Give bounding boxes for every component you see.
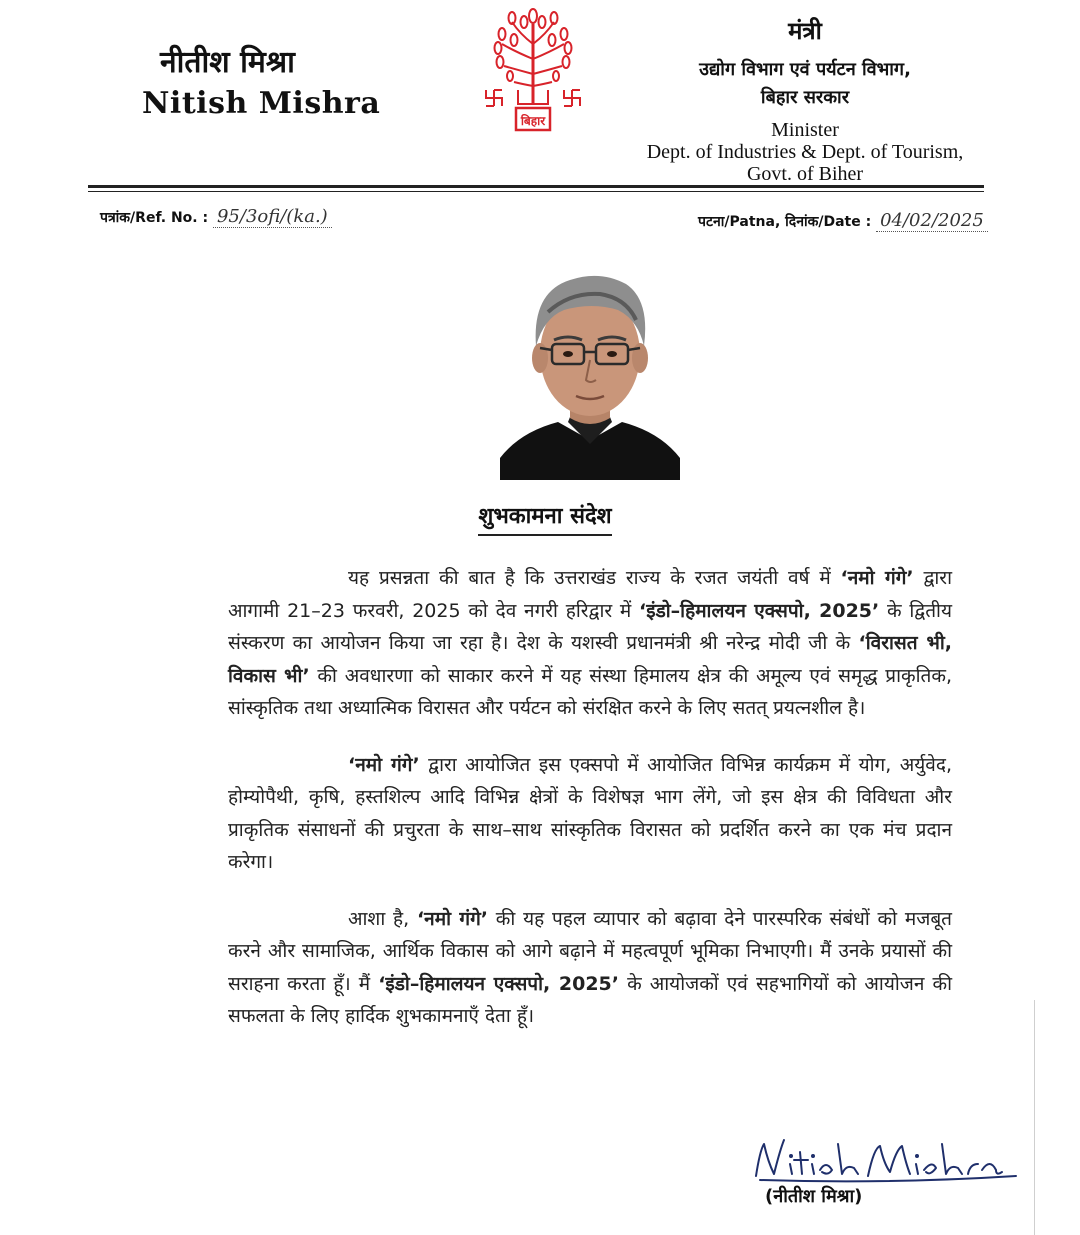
date-line xyxy=(698,210,988,231)
date-value: 04/02/2025 xyxy=(876,210,988,232)
department-hindi: उद्योग विभाग एवं पर्यटन विभाग, xyxy=(699,59,911,80)
signatory-name: (नीतीश मिश्रा) xyxy=(765,1186,863,1207)
government-english: Govt. of Biher xyxy=(746,163,864,185)
letter-body xyxy=(228,562,952,1057)
minister-name-hindi: नीतीश मिश्रा xyxy=(160,45,295,80)
header-divider xyxy=(88,185,984,188)
paragraph-1: यह प्रसन्नता की बात है कि उत्तराखंड राज्य के रजत जयंती वर्ष में ‘नमो गंगे’ द्वारा आगामी 21–23 फरवरी, 2025 को देव नगरी हरिद्वार में ‘इंडो–हिमालयन एक्सपो, 2025’ के द्वितीय संस्करण का आयोजन किया जा रहा है। देश के यशस्वी प्रधानमंत्री श्री नरेन्द्र मोदी जी के ‘विरासत भी, विकास भी’ की अवधारणा को साकार करने में यह संस्था हिमालय क्षेत्र की अमूल्य एवं समृद्ध प्राकृतिक, सांस्कृतिक तथा अध्यात्मिक विरासत और पर्यटन को संरक्षित करने के लिए सतत् प्रयत्नशील है। xyxy=(228,567,953,719)
emblem-label: बिहार xyxy=(520,114,546,128)
designation-hindi: मंत्री xyxy=(788,17,822,45)
page-edge xyxy=(1034,1000,1035,1235)
handwritten-signature xyxy=(750,1130,1022,1188)
government-hindi: बिहार सरकार xyxy=(760,87,850,108)
letter-title: शुभकामना संदेश xyxy=(478,500,611,536)
designation-block xyxy=(620,14,990,185)
paragraph-2: ‘नमो गंगे’ द्वारा आयोजित इस एक्सपो में आयोजित विभिन्न कार्यक्रम में योग, अर्युवेद, होम्योपैथी, कृषि, हस्तशिल्प आदि विभिन्न क्षेत्रों के विशेषज्ञ भाग लेंगे, जो इस क्षेत्र की विविधता और प्राकृतिक संसाधनों की प्रचुरता के साथ–साथ सांस्कृतिक विरासत को प्रदर्शित करने का एक मंच प्रदान करेगा। xyxy=(228,753,952,873)
paragraph-3: आशा है, ‘नमो गंगे’ की यह पहल व्यापार को बढ़ावा देने पारस्परिक संबंधों को मजबूत करने और सामाजिक, आर्थिक विकास को आगे बढ़ाने में महत्वपूर्ण भूमिका निभाएगी। मैं उनके प्रयासों की सराहना करता हूँ। मैं ‘इंडो–हिमालयन एक्सपो, 2025’ के आयोजकों एवं सहभागियों को आयोजन की सफलता के लिए हार्दिक शुभकामनाएँ देता हूँ। xyxy=(228,907,952,1027)
letter-title-wrap xyxy=(0,500,1080,536)
reference-label: पत्रांक/Ref. No. : xyxy=(100,210,209,226)
header-divider-thin xyxy=(88,191,984,192)
bihar-emblem-icon xyxy=(478,4,588,136)
department-english: Dept. of Industries & Dept. of Tourism, xyxy=(646,141,964,163)
minister-name-english: Nitish Mishra xyxy=(142,86,381,121)
minister-portrait xyxy=(500,262,680,480)
designation-english: Minister xyxy=(771,119,839,141)
date-label: पटना/Patna, दिनांक/Date : xyxy=(698,214,872,230)
reference-line xyxy=(100,206,332,227)
reference-number: 95/3ofi/(ka.) xyxy=(213,206,332,228)
